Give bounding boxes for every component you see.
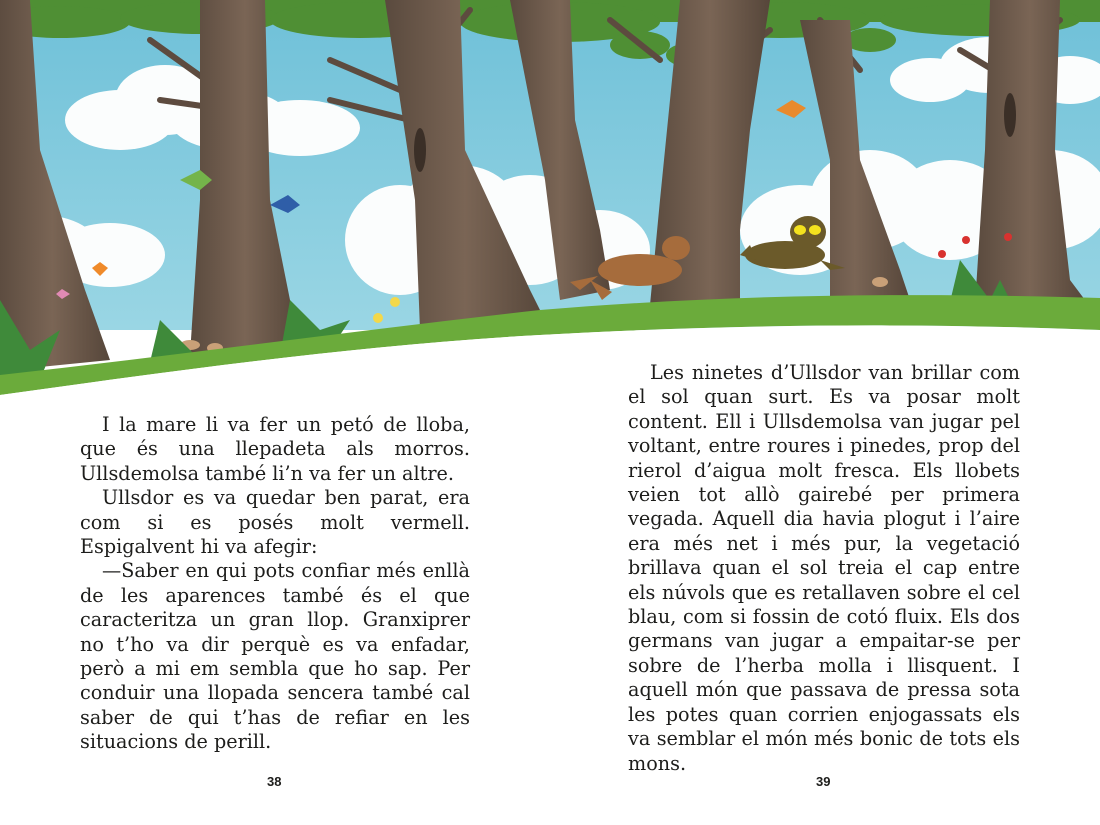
right-page-text — [628, 361, 1020, 776]
right-paragraph-1: Les ninetes d’Ullsdor van brillar com el sol quan surt. Es va posar molt content. Ell i Ullsdemolsa van jugar pel voltant, entre roures i pinedes, prop del rierol d’aigua molt fresca. Els llobets veien tot allò gairebé per primera vegada. Aquell dia havia plogut i l’aire era més net i més pur, la vegetació brillava quan el sol treia el cap entre els núvols que es retallaven sobre el cel blau, com si fossin de cotó fluix. Els dos germans van jugar a empaitar-se per sobre de l’herba molla i llisquent. I aquell món que passava de pressa sota les potes quan corrien enjogassats els va semblar el món més bonic de tots els mons. — [628, 361, 1020, 775]
left-paragraph-1: I la mare li va fer un petó de lloba, que és una llepadeta als morros. Ullsdemolsa també li’n va fer un altre. — [80, 413, 470, 485]
left-page-text — [80, 413, 470, 755]
left-paragraph-3: —Saber en qui pots confiar més enllà de les aparences també és el que caracteritza un gran llop. Granxiprer no t’ho va dir perquè es va enfadar, però a mi em sembla que ho sap. Per conduir una llopada sencera també cal saber de qui t’has de refiar en les situacions de perill. — [80, 559, 470, 754]
page-number-left: 38 — [267, 774, 282, 789]
page-number-right: 39 — [816, 774, 831, 789]
left-paragraph-2: Ullsdor es va quedar ben parat, era com si es posés molt vermell. Espigalvent hi va afegir: — [80, 486, 470, 559]
forest-illustration — [0, 0, 1100, 400]
